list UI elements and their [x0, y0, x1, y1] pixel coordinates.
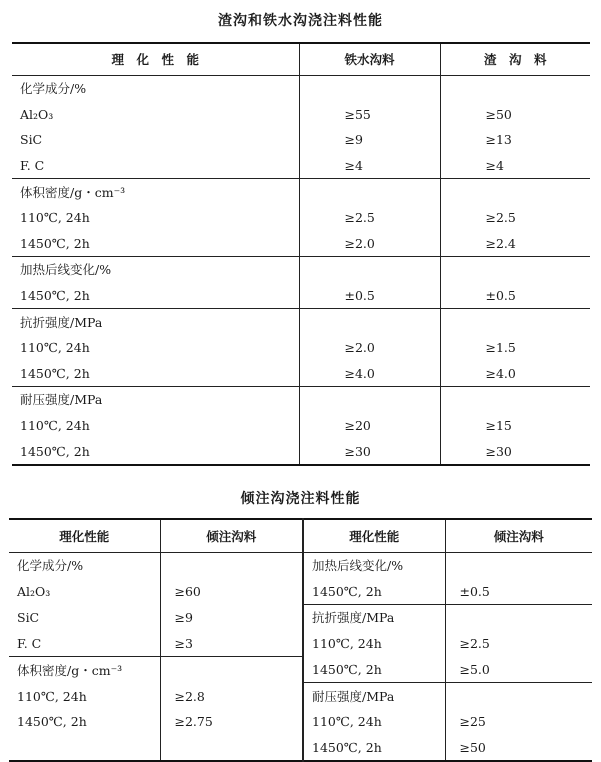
slag-ditch-value: ±0.5 [440, 283, 590, 309]
left-property-label [9, 735, 160, 762]
table-row [12, 361, 590, 387]
group-header-row [12, 387, 590, 413]
iron-ditch-value: ±0.5 [299, 283, 440, 309]
property-name: 1450℃, 2h [20, 235, 90, 251]
group-label: 化学成分/% [20, 81, 87, 97]
iron-ditch-value: ≥4 [299, 153, 440, 179]
header-property-left: 理化性能 [9, 519, 160, 553]
table-row [12, 153, 590, 179]
empty-cell [440, 387, 590, 413]
right-property-label: 1450℃, 2h [303, 579, 445, 605]
table2-title: 倾注沟浇注料性能 [240, 491, 361, 507]
slag-ditch-value: ≥4.0 [440, 361, 590, 387]
table-row [9, 735, 592, 762]
left-property-value [160, 735, 303, 762]
right-property-label: 耐压强度/MPa [303, 683, 445, 709]
property-name: 110℃, 24h [20, 340, 90, 356]
table-row [12, 335, 590, 361]
property-name: F. C [20, 158, 45, 174]
slag-ditch-value: ≥13 [440, 127, 590, 153]
right-property-value: ≥5.0 [445, 657, 592, 683]
iron-ditch-value: ≥2.0 [299, 231, 440, 257]
left-property-label: 110℃, 24h [17, 688, 87, 704]
iron-ditch-value: ≥2.0 [299, 335, 440, 361]
group-header-row [12, 179, 590, 205]
iron-ditch-value: ≥9 [299, 127, 440, 153]
table-row [12, 127, 590, 153]
right-property-value [445, 683, 592, 709]
group-header-row [12, 257, 590, 283]
group-header-row [12, 309, 590, 335]
right-property-value [445, 605, 592, 631]
left-property-label: Al₂O₃ [17, 584, 51, 600]
slag-ditch-value: ≥50 [440, 102, 590, 128]
table1-title: 渣沟和铁水沟浇注料性能 [218, 13, 383, 29]
table2-body [9, 553, 592, 762]
group-label: 加热后线变化/% [12, 257, 299, 283]
right-property-value: ≥50 [445, 735, 592, 762]
iron-ditch-value: ≥30 [299, 438, 440, 465]
iron-ditch-value: ≥2.5 [299, 205, 440, 231]
right-property-label: 110℃, 24h [303, 709, 445, 735]
table-row [12, 283, 590, 309]
left-property-label: 1450℃, 2h [17, 714, 87, 730]
empty-cell [299, 76, 440, 102]
left-property-value: ≥3 [160, 631, 303, 657]
property-name: Al₂O₃ [20, 106, 54, 122]
right-property-value: ≥2.5 [445, 631, 592, 657]
table-row [9, 579, 592, 605]
header-iron-ditch: 铁水沟料 [299, 43, 440, 76]
right-property-label: 1450℃, 2h [303, 735, 445, 762]
ditch-castable-table [12, 42, 590, 466]
group-label: 耐压强度/MPa [12, 387, 299, 413]
tilting-ditch-castable-table [9, 518, 592, 762]
table2-header-row [9, 519, 592, 553]
table-row [12, 413, 590, 439]
left-property-value: ≥9 [160, 605, 303, 631]
slag-ditch-value: ≥30 [440, 438, 590, 465]
left-property-label: F. C [17, 636, 42, 652]
empty-cell [299, 387, 440, 413]
left-property-value: ≥2.8 [160, 683, 303, 709]
slag-ditch-value: ≥2.4 [440, 231, 590, 257]
right-property-label: 加热后线变化/% [303, 553, 445, 579]
right-property-label: 抗折强度/MPa [303, 605, 445, 631]
iron-ditch-value: ≥20 [299, 413, 440, 439]
right-property-value: ±0.5 [445, 579, 592, 605]
table-row [9, 553, 592, 579]
header-value-left: 倾注沟料 [160, 519, 303, 553]
group-label: 体积密度/g・cm⁻³ [12, 179, 299, 205]
property-name: 1450℃, 2h [20, 288, 90, 304]
header-property: 理 化 性 能 [12, 43, 299, 76]
iron-ditch-value: ≥55 [299, 102, 440, 128]
left-property-value [160, 553, 303, 579]
iron-ditch-value: ≥4.0 [299, 361, 440, 387]
slag-ditch-value: ≥4 [440, 153, 590, 179]
left-property-value: ≥60 [160, 579, 303, 605]
header-property-right: 理化性能 [303, 519, 445, 553]
slag-ditch-value: ≥1.5 [440, 335, 590, 361]
right-property-label: 110℃, 24h [303, 631, 445, 657]
group-label: 抗折强度/MPa [12, 309, 299, 335]
empty-cell [440, 76, 590, 102]
empty-cell [299, 257, 440, 283]
table-row [9, 631, 592, 657]
empty-cell [299, 179, 440, 205]
header-slag-ditch: 渣 沟 料 [440, 43, 590, 76]
left-property-value: ≥2.75 [160, 709, 303, 735]
table-row [9, 605, 592, 631]
property-name: 1450℃, 2h [20, 365, 90, 381]
right-property-value: ≥25 [445, 709, 592, 735]
header-value-right: 倾注沟料 [445, 519, 592, 553]
table-row [9, 709, 592, 735]
table-row [12, 102, 590, 128]
right-property-value [445, 553, 592, 579]
table-row [12, 231, 590, 257]
property-name: 1450℃, 2h [20, 443, 90, 459]
left-property-label: 体积密度/g・cm⁻³ [9, 657, 160, 683]
left-property-label: SiC [17, 610, 40, 626]
empty-cell [440, 179, 590, 205]
property-name: 110℃, 24h [20, 418, 90, 434]
right-property-label: 1450℃, 2h [303, 657, 445, 683]
empty-cell [299, 309, 440, 335]
slag-ditch-value: ≥15 [440, 413, 590, 439]
left-property-value [160, 657, 303, 683]
empty-cell [440, 257, 590, 283]
table-row [12, 438, 590, 465]
table-row [12, 205, 590, 231]
table1-body [12, 76, 590, 465]
group-header-row [12, 76, 590, 102]
empty-cell [440, 309, 590, 335]
table-row [9, 657, 592, 683]
left-property-label: 化学成分/% [17, 558, 84, 574]
slag-ditch-value: ≥2.5 [440, 205, 590, 231]
table-row [9, 683, 592, 709]
property-name: SiC [20, 132, 43, 148]
table1-header-row [12, 43, 590, 76]
property-name: 110℃, 24h [20, 210, 90, 226]
